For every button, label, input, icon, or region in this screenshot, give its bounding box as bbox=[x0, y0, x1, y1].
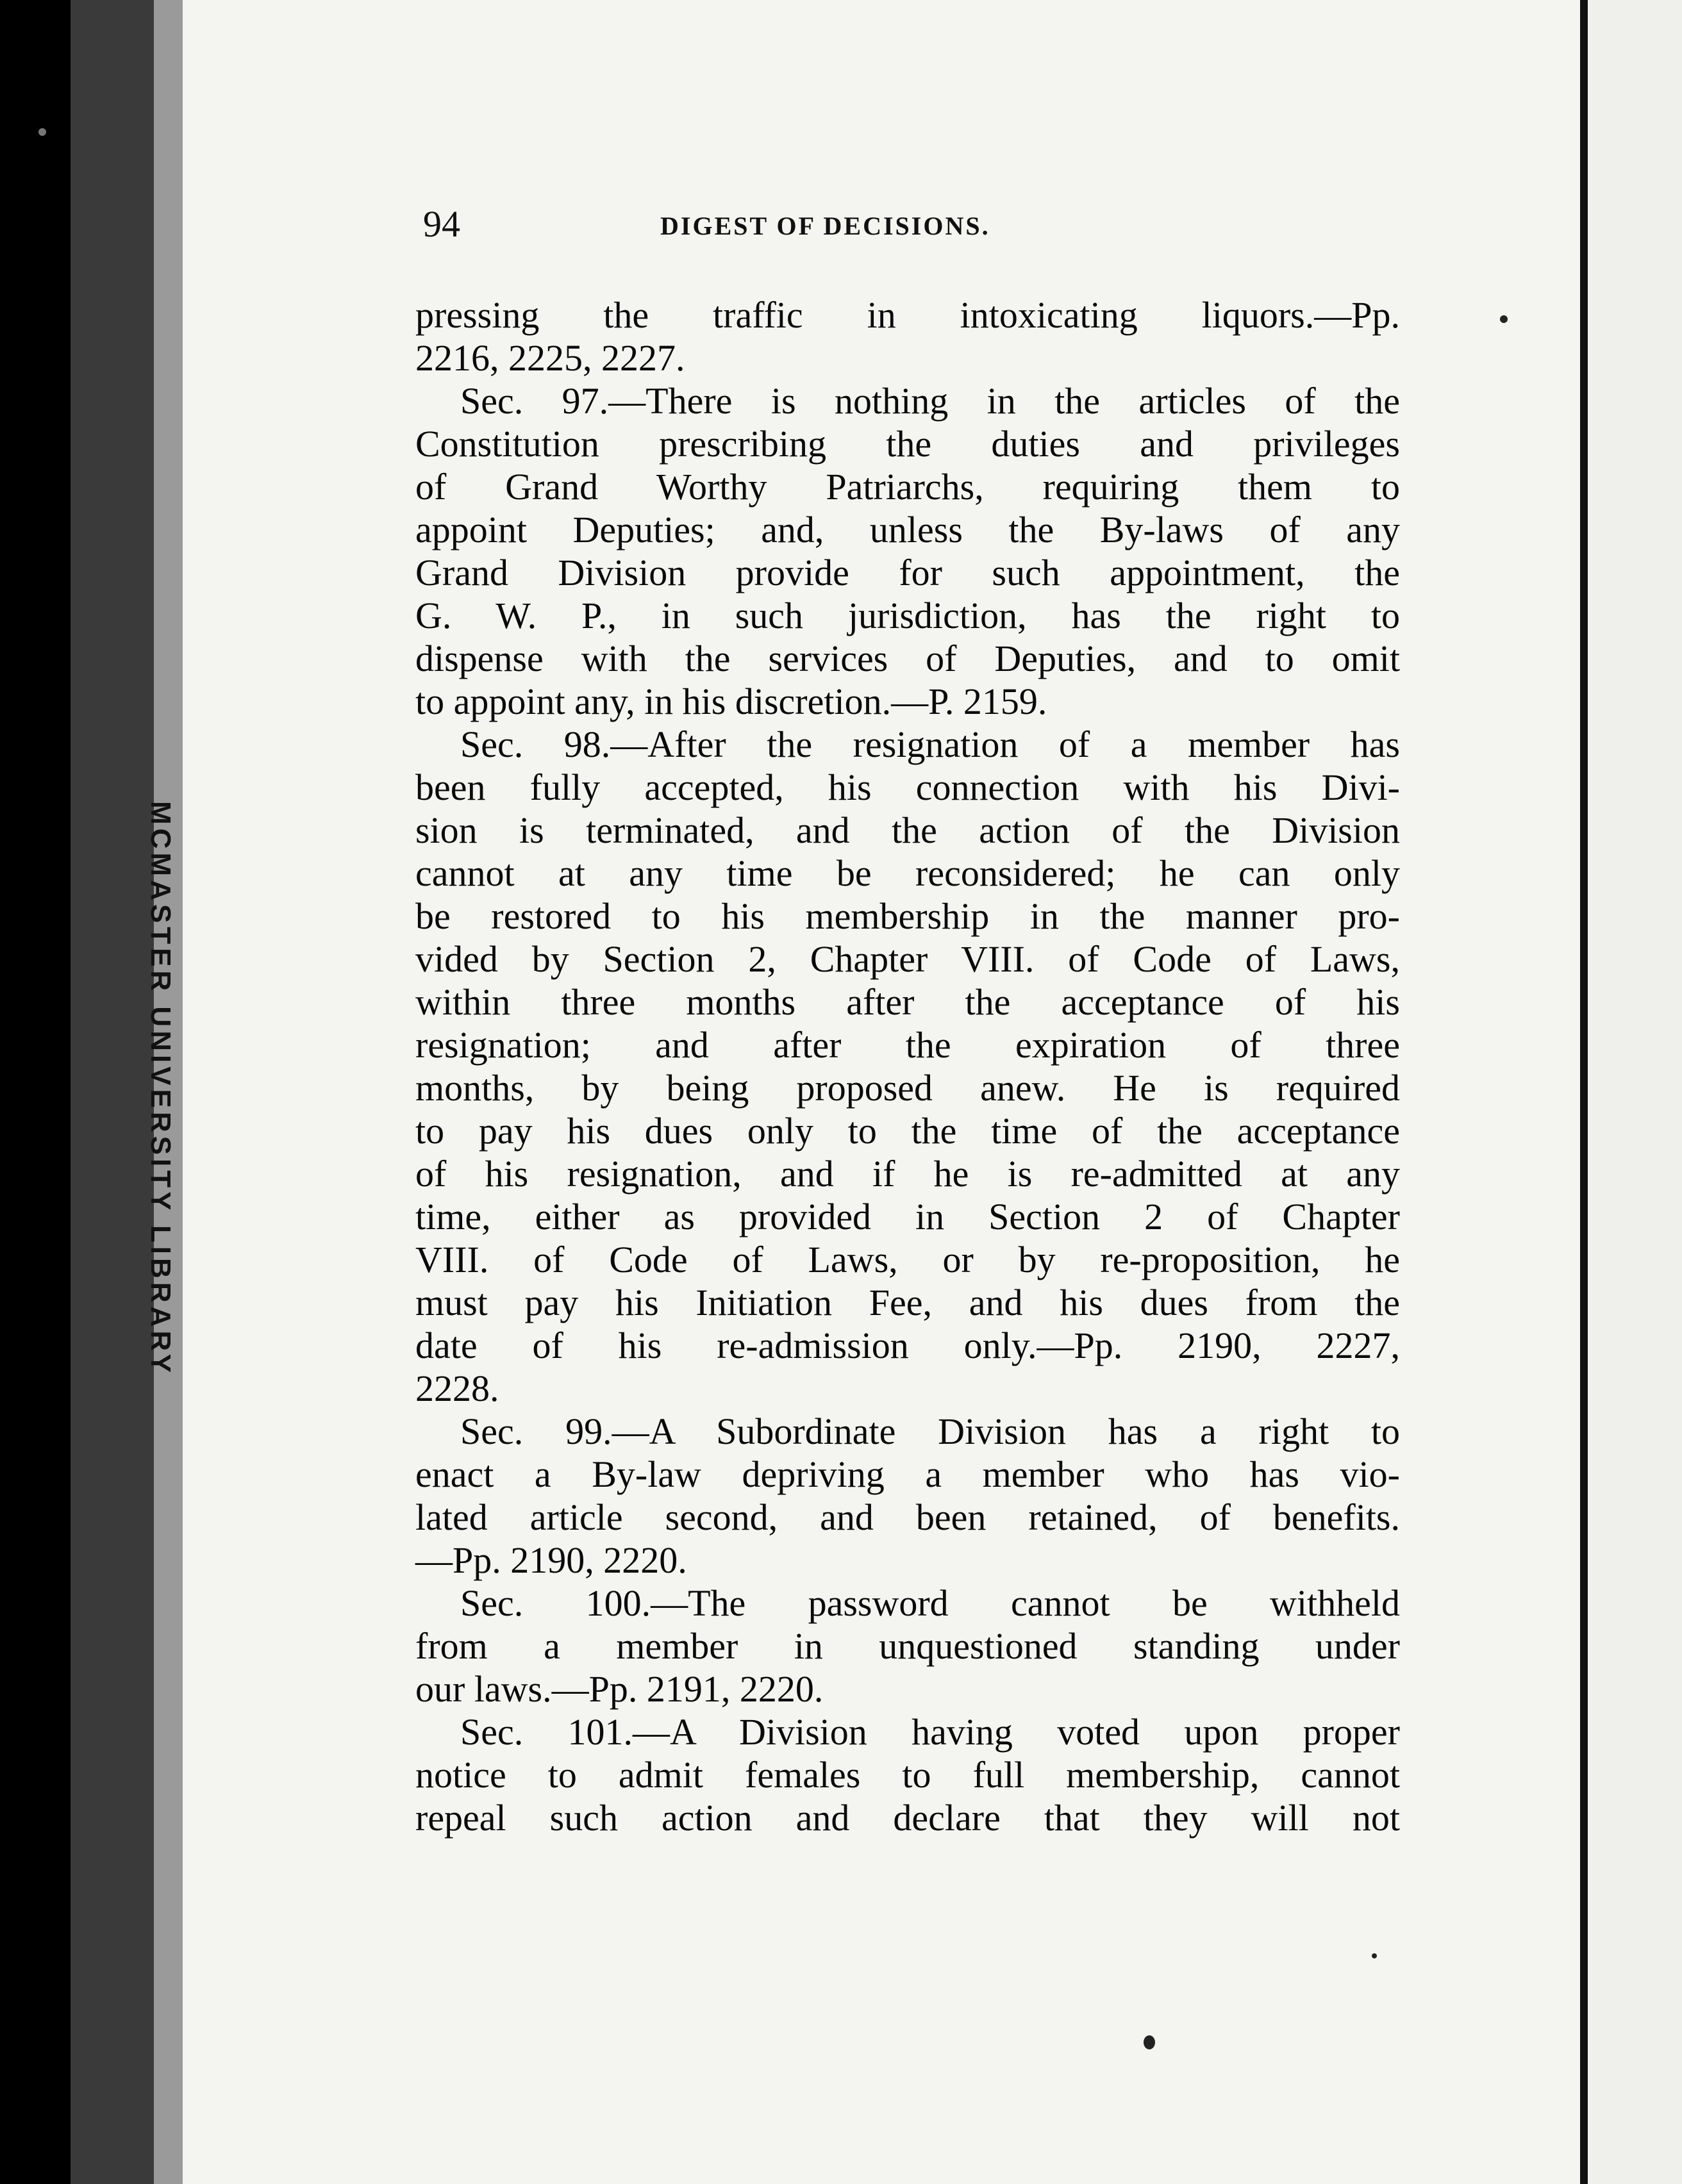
ink-speck bbox=[1372, 1953, 1377, 1958]
text-line: resignation; and after the expiration of three bbox=[415, 1024, 1400, 1066]
text-line: —Pp. 2190, 2220. bbox=[415, 1539, 687, 1581]
spine-label: MCMASTER UNIVERSITY LIBRARY bbox=[145, 801, 176, 1377]
text-line: lated article second, and been retained, of benefits. bbox=[415, 1496, 1400, 1538]
ink-speck bbox=[1500, 315, 1508, 323]
text-line: time, either as provided in Section 2 of Chapter bbox=[415, 1196, 1400, 1237]
text-line: 2228. bbox=[415, 1368, 499, 1409]
text-line: sion is terminated, and the action of the Division bbox=[415, 809, 1400, 851]
running-head: DIGEST OF DECISIONS. bbox=[660, 211, 990, 240]
text-line: Constitution prescribing the duties and privileges bbox=[415, 423, 1400, 465]
text-line: Sec. 97.—There is nothing in the articles of the bbox=[460, 380, 1400, 422]
text-line: appoint Deputies; and, unless the By-laws of any bbox=[415, 509, 1400, 550]
text-line: must pay his Initiation Fee, and his dues from the bbox=[415, 1282, 1400, 1323]
ink-speck bbox=[38, 128, 46, 136]
text-line: cannot at any time be reconsidered; he can only bbox=[415, 852, 1400, 894]
page-gutter bbox=[1580, 0, 1588, 2184]
text-line: Sec. 98.—After the resignation of a member has bbox=[460, 724, 1400, 765]
text-line: months, by being proposed anew. He is required bbox=[415, 1067, 1400, 1109]
text-line: be restored to his membership in the manner pro- bbox=[415, 895, 1400, 937]
text-line: Sec. 101.—A Division having voted upon proper bbox=[460, 1711, 1400, 1753]
text-line: G. W. P., in such jurisdiction, has the right to bbox=[415, 595, 1400, 636]
text-line: VIII. of Code of Laws, or by re-proposition, he bbox=[415, 1239, 1400, 1280]
page-header bbox=[423, 202, 1442, 247]
text-line: our laws.—Pp. 2191, 2220. bbox=[415, 1668, 824, 1710]
text-line: to appoint any, in his discretion.—P. 2159. bbox=[415, 681, 1047, 722]
ink-speck bbox=[1144, 2035, 1155, 2049]
text-line: of his resignation, and if he is re-admitted at any bbox=[415, 1153, 1400, 1195]
text-line: notice to admit females to full membership, cannot bbox=[415, 1754, 1400, 1796]
text-line: Sec. 99.—A Subordinate Division has a right to bbox=[460, 1410, 1400, 1452]
text-line: 2216, 2225, 2227. bbox=[415, 337, 685, 379]
page-number: 94 bbox=[423, 203, 460, 245]
body-text bbox=[415, 294, 1400, 1870]
text-line: from a member in unquestioned standing under bbox=[415, 1625, 1400, 1667]
text-line: date of his re-admission only.—Pp. 2190, 2227, bbox=[415, 1325, 1400, 1366]
text-line: enact a By-law depriving a member who has vio- bbox=[415, 1453, 1400, 1495]
text-line: been fully accepted, his connection with his Divi- bbox=[415, 766, 1400, 808]
text-line: within three months after the acceptance of his bbox=[415, 981, 1400, 1023]
text-line: vided by Section 2, Chapter VIII. of Code of Laws, bbox=[415, 938, 1400, 980]
facing-page-edge bbox=[1588, 0, 1682, 2184]
text-line: pressing the traffic in intoxicating liquors.—Pp. bbox=[415, 294, 1400, 336]
text-line: repeal such action and declare that they will not bbox=[415, 1797, 1400, 1839]
text-line: Sec. 100.—The password cannot be withheld bbox=[460, 1582, 1400, 1624]
text-line: Grand Division provide for such appointment, the bbox=[415, 552, 1400, 593]
text-line: to pay his dues only to the time of the acceptance bbox=[415, 1110, 1400, 1152]
text-line: of Grand Worthy Patriarchs, requiring them to bbox=[415, 466, 1400, 508]
text-line: dispense with the services of Deputies, and to omit bbox=[415, 638, 1400, 679]
